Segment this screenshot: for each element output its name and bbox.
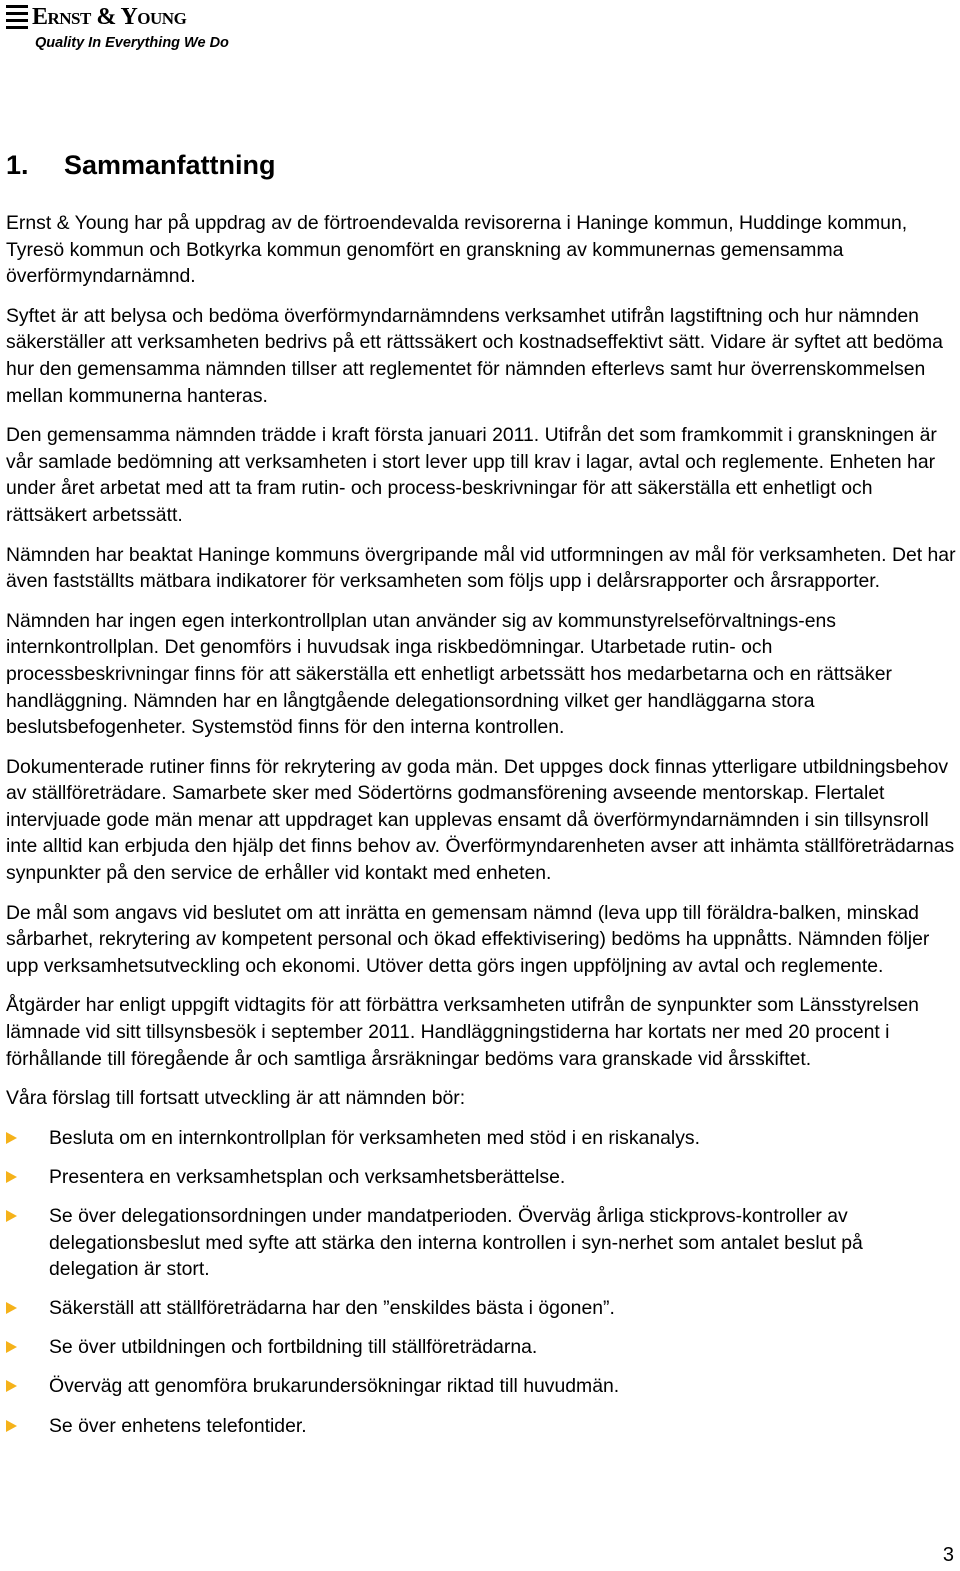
section-title: Sammanfattning bbox=[64, 150, 276, 180]
section-heading bbox=[6, 150, 276, 181]
list-item-text: Se över enhetens telefontider. bbox=[49, 1414, 307, 1437]
recommendation-list bbox=[6, 1125, 956, 1439]
list-item-text: Säkerställ att ställföreträdarna har den ”enskildes bästa i ögonen”. bbox=[49, 1297, 615, 1320]
list-item-text: Besluta om en internkontrollplan för verksamheten med stöd i en riskanalys. bbox=[49, 1126, 700, 1149]
bullet-triangle-icon bbox=[6, 1380, 17, 1392]
paragraph: Nämnden har beaktat Haninge kommuns övergripande mål vid utformningen av mål för verksamheten. Det har även fastställts mätbara indikatorer för verksamheten som följs upp i delårsrapporter och årsrapporter. bbox=[6, 543, 956, 593]
brand-name: Ernst & Young bbox=[32, 3, 187, 30]
bullet-triangle-icon bbox=[6, 1420, 17, 1432]
paragraph: Syftet är att belysa och bedöma överförmyndarnämndens verksamhet utifrån lagstiftning och hur nämnden säkerställer att verksamheten bedrivs på ett rättssäkert och kostnadseffektivt sätt. Vidare är syftet att bedöma hur den gemensamma nämnden tillser att reglementet för nämnden efterlevs samt hur överrenskommelsen mellan kommunerna hanteras. bbox=[6, 304, 943, 407]
list-item bbox=[6, 1413, 956, 1440]
list-item bbox=[6, 1373, 956, 1400]
list-item bbox=[6, 1203, 956, 1283]
page-number: 3 bbox=[942, 1544, 954, 1566]
bullet-triangle-icon bbox=[6, 1341, 17, 1353]
document-body bbox=[6, 210, 956, 1452]
paragraph: Ernst & Young har på uppdrag av de förtroendevalda revisorerna i Haninge kommun, Huddinge kommun, Tyresö kommun och Botkyrka kommun genomfört en granskning av kommunernas gemensamma överförmyndarnämnd. bbox=[6, 212, 908, 288]
list-item bbox=[6, 1295, 956, 1322]
list-item bbox=[6, 1125, 956, 1152]
bullet-triangle-icon bbox=[6, 1171, 17, 1183]
ernst-young-logo bbox=[6, 2, 229, 51]
paragraph: Åtgärder har enligt uppgift vidtagits för att förbättra verksamheten utifrån de synpunkter som Länsstyrelsen lämnade vid sitt tillsynsbesök i september 2011. Handläggningstiderna har kortats ner med 20 procent i förhållande till föregående år och samtliga årsräkningar bedöms vara granskade vid årsskiftet. bbox=[6, 994, 919, 1070]
list-item-text: Se över delegationsordningen under mandatperioden. Överväg årliga stickprovs-kontroller av delegationsbeslut med syfte att stärka den interna kontrollen i syn-nerhet som antalet beslut på delegation är stort. bbox=[49, 1205, 863, 1281]
paragraph: Dokumenterade rutiner finns för rekrytering av goda män. Det uppges dock finnas ytterligare utbildningsbehov av ställföreträdare. Samarbete sker med Södertörns godmansförening avseende mentorskap. Flertalet intervjuade gode män menar att uppdraget kan upplevas ensamt då överförmyndarnämnden i sin tillsynsroll inte alltid kan erbjuda den hjälp det finns behov av. Överförmyndarenheten avser att inhämta ställföreträdarnas synpunkter på den service de erhåller vid kontakt med enheten. bbox=[6, 755, 955, 885]
list-item-text: Se över utbildningen och fortbildning till ställföreträdarna. bbox=[49, 1336, 538, 1359]
bullet-triangle-icon bbox=[6, 1210, 17, 1222]
list-item-text: Överväg att genomföra brukarundersökningar riktad till huvudmän. bbox=[49, 1375, 620, 1398]
section-number: 1. bbox=[6, 150, 29, 180]
paragraph: De mål som angavs vid beslutet om att inrätta en gemensam nämnd (leva upp till föräldra-balken, minskad sårbarhet, rekrytering av kompetent personal och ökad effektivisering) bedöms ha uppnåtts. Nämnden följer upp verksamhetsutveckling och ekonomi. Utöver detta görs ingen uppföljning av avtal och reglemente. bbox=[6, 901, 930, 977]
paragraph: Våra förslag till fortsatt utveckling är att nämnden bör: bbox=[6, 1087, 466, 1110]
bullet-triangle-icon bbox=[6, 1132, 17, 1144]
paragraph: Den gemensamma nämnden trädde i kraft första januari 2011. Utifrån det som framkommit i granskningen är vår samlade bedömning att verksamheten i stort lever upp till krav i lagar, avtal och reglemente. Enheten har under året arbetat med att ta fram rutin- och process-beskrivningar för att säkerställa ett enhetligt och rättsäkert arbetssätt. bbox=[6, 424, 937, 526]
bullet-triangle-icon bbox=[6, 1302, 17, 1314]
list-item bbox=[6, 1164, 956, 1191]
brand-tagline: Quality In Everything We Do bbox=[35, 35, 229, 51]
list-item bbox=[6, 1334, 956, 1361]
list-item-text: Presentera en verksamhetsplan och verksamhetsberättelse. bbox=[49, 1165, 566, 1188]
ey-bars-icon bbox=[6, 5, 28, 29]
paragraph: Nämnden har ingen egen interkontrollplan utan använder sig av kommunstyrelseförvaltnings-ens internkontrollplan. Det genomförs i huvudsak inga riskbedömningar. Utarbetade rutin- och processbeskrivningar finns för att säkerställa ett enhetligt arbetssätt hos medarbetarna och en rättsäker handläggning. Nämnden har en långtgående delegationsordning vilket ger handläggarna stora beslutsbefogenheter. Systemstöd finns för den interna kontrollen. bbox=[6, 609, 892, 739]
